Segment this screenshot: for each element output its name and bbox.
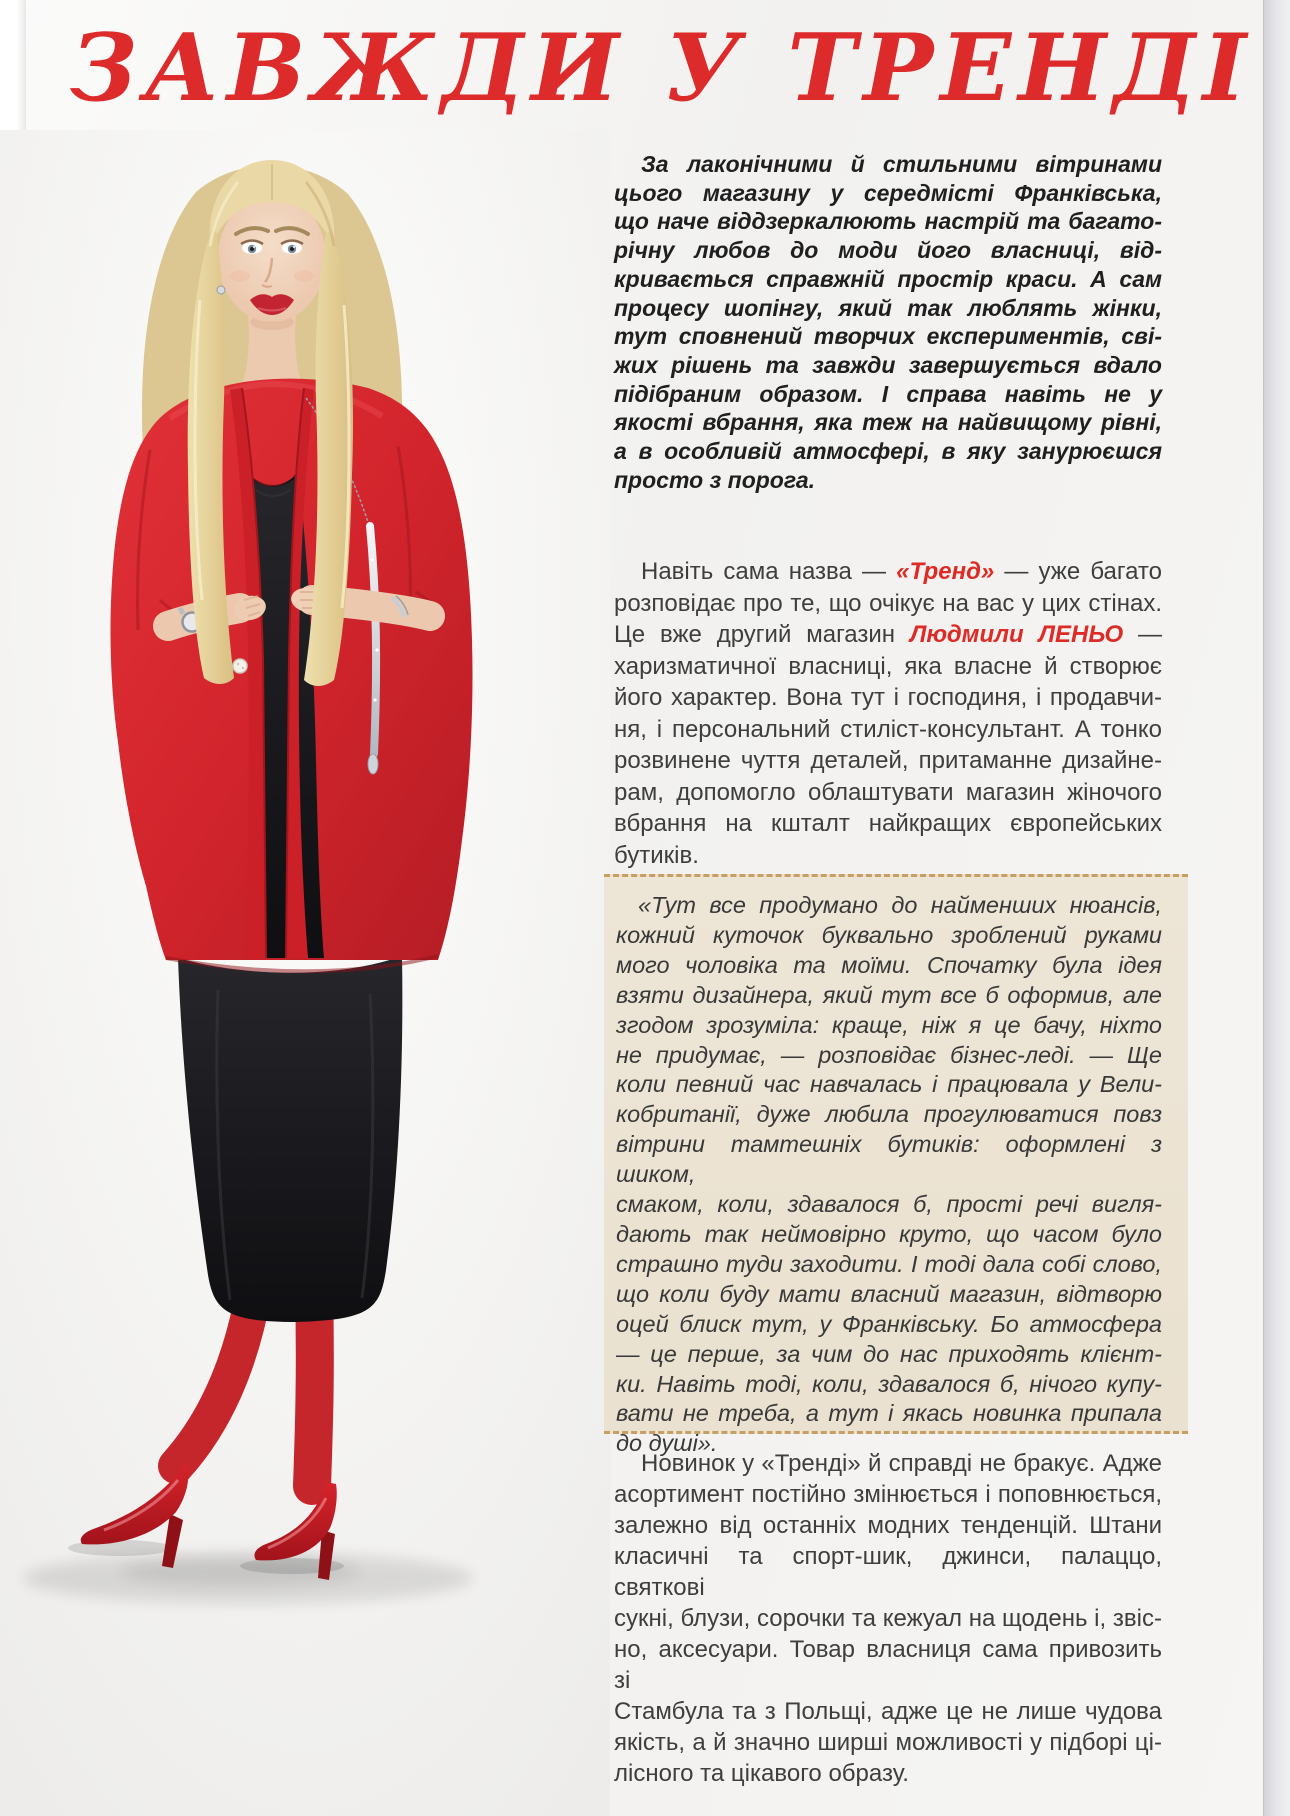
text-line: лісного та цікавого образу. [614, 1760, 909, 1787]
text-line: жих рішень та завжди завершується вдало [614, 351, 1162, 378]
text-line: річну любов до моди його власниці, від- [614, 237, 1162, 264]
text-line: його характер. Вона тут і господиня, і продавчи- [614, 684, 1162, 711]
text-line: кобританії, дуже любила прогулюватися повз [616, 1101, 1162, 1128]
text-segment: — [1123, 621, 1163, 648]
text-segment: Це вже другий магазин [614, 621, 910, 648]
text-line: класичні та спорт-шик, джинси, палаццо, святкові [614, 1543, 1162, 1601]
portrait-photo [0, 130, 610, 1816]
accent-text: Людмили ЛЕНЬО [909, 621, 1124, 648]
text-line: до душі». [616, 1430, 718, 1457]
text-line: страшно туди заходити. І тоді дала собі слово, [616, 1250, 1162, 1277]
text-line: цього магазину у середмісті Франківська, [614, 179, 1162, 206]
text-line: харизматичної власниці, яка власне й створює [614, 652, 1162, 680]
text-line: ня, і персональний стиліст-консультант. А тонко [614, 715, 1162, 743]
text-line: розповідає про те, що очікує на вас у цих стінах. [614, 589, 1162, 617]
page-right-edge [1263, 0, 1290, 1816]
text-line: що коли буду мати власний магазин, відтворю [616, 1280, 1162, 1307]
blazer-button [233, 659, 247, 673]
text-line: оцей блиск тут, у Франківську. Бо атмосфера [616, 1310, 1162, 1337]
body-paragraph-1 [614, 556, 1162, 871]
text-line: бутиків. [614, 841, 699, 869]
text-line: не придумає, — розповідає бізнес-леді. — Ще [616, 1041, 1162, 1068]
text-line [614, 619, 1162, 651]
text-line: — це перше, за чим до нас приходять клієнт- [616, 1340, 1162, 1367]
text-line: взяти дизайнера, який тут все б оформив, але [616, 981, 1162, 1008]
text-line: процесу шопінгу, який так люблять жінки, [614, 294, 1162, 321]
text-line: Стамбула та з Польщі, адже це не лише чудова [614, 1698, 1162, 1725]
text-line: дають так неймовірно круто, що часом було [616, 1220, 1162, 1247]
text-line: що наче віддзеркалюють настрій та багато- [614, 208, 1162, 235]
text-line: вати не треба, а тут і якась новинка припала [616, 1400, 1162, 1427]
text-line: кожний куточок буквально зроблений руками [616, 921, 1162, 948]
text-line: підібраним образом. І справа навіть не у [614, 380, 1162, 407]
text-line: згодом зрозуміла: краще, ніж я це бачу, ніхто [616, 1011, 1162, 1038]
text-line: Новинок у «Тренді» й справді не бракує. Адже [641, 1450, 1162, 1477]
text-line: просто з порога. [614, 466, 816, 493]
body-paragraph-2 [614, 1448, 1162, 1789]
text-line: смаком, коли, здавалося б, прості речі вигля- [616, 1191, 1162, 1218]
text-line: но, аксесуари. Товар власниця сама привозить зі [614, 1636, 1162, 1694]
accent-text: «Тренд» [896, 558, 995, 585]
text-line: «Тут все продумано до найменших нюансів, [638, 892, 1162, 918]
text-line: коли певний час навчалась і працювала у Вели- [616, 1071, 1162, 1098]
text-segment: — уже багато [994, 558, 1162, 585]
text-line: розвинене чуття деталей, притаманне дизайне- [614, 747, 1162, 774]
earring [217, 286, 225, 294]
text-line: залежно від останніх модних тенденцій. Штани [614, 1512, 1162, 1539]
text-line: рам, допомогло облаштувати магазин жіночого [614, 778, 1162, 806]
text-line: вбрання на кшталт найкращих європейських [614, 810, 1162, 837]
text-line: вітрини тамтешніх бутиків: оформлені з шиком, [616, 1131, 1162, 1188]
floor-shadow [23, 1552, 473, 1604]
text-line: а в особливій атмосфері, в яку занурюєшся [614, 438, 1162, 465]
quote-paragraph [616, 891, 1162, 1459]
text-line: сукні, блузи, сорочки та кежуал на щодень і, звіс- [614, 1605, 1162, 1632]
pull-quote-block [604, 874, 1188, 1457]
intro-paragraph [614, 150, 1162, 494]
text-line: За лаконічними й стильними вітринами [641, 151, 1162, 177]
text-line [614, 556, 1162, 588]
text-line: кривається справжній простір краси. А сам [614, 265, 1162, 292]
text-line: ки. Навіть тоді, коли, здавалося б, нічого купу- [616, 1370, 1162, 1397]
text-segment: Навіть сама назва — [641, 558, 897, 585]
text-line: асортимент постійно змінюється і поповнюється, [614, 1481, 1162, 1508]
page-title: ЗАВЖДИ У ТРЕНДІ [70, 13, 1254, 122]
black-dress-skirt [178, 956, 402, 1322]
text-line: мого чоловіка та моїми. Спочатку була ідея [616, 951, 1162, 978]
text-line: якості вбрання, яка теж на найвищому рівні, [614, 409, 1162, 436]
text-line: тут сповнений творчих експериментів, сві- [614, 323, 1162, 350]
text-line: якість, а й значно ширші можливості у підборі ці- [614, 1729, 1162, 1756]
